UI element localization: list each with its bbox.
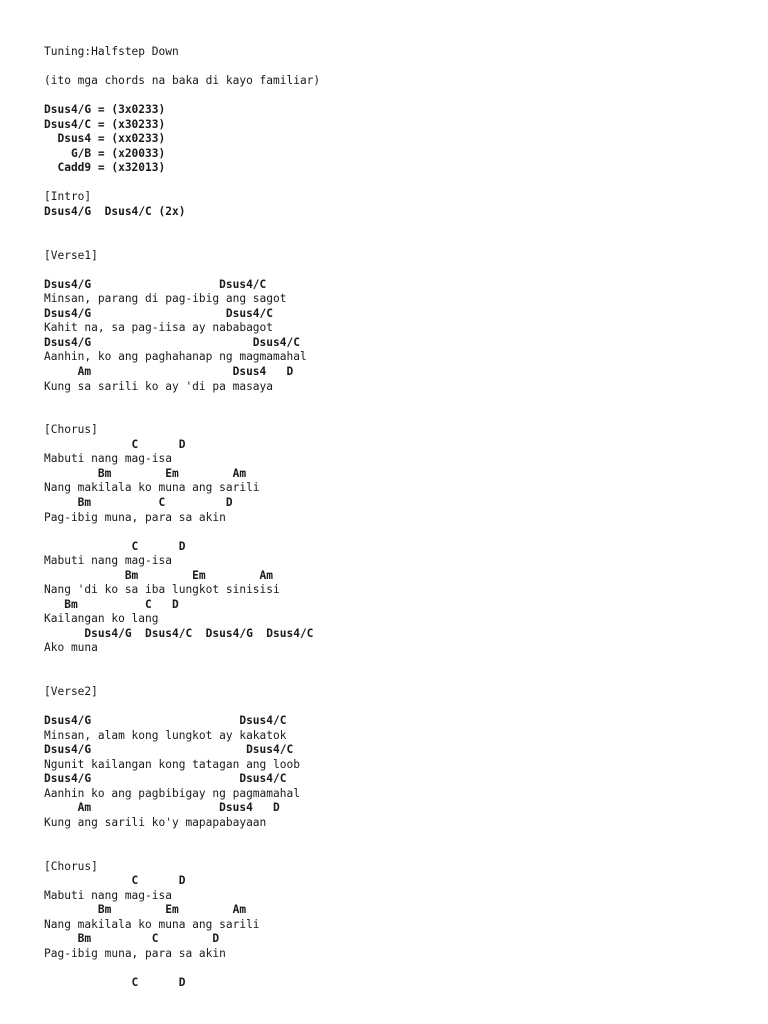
lyric-line: Pag-ibig muna, para sa akin <box>44 946 226 960</box>
blank-line <box>44 89 320 104</box>
blank-line <box>44 656 320 671</box>
section-header: [Verse2] <box>44 685 98 699</box>
chord-line: C D <box>44 437 186 451</box>
blank-line <box>44 525 320 540</box>
blank-line <box>44 394 320 409</box>
blank-line <box>44 845 320 860</box>
section-header: [Verse1] <box>44 248 98 262</box>
lyric-line: Nang 'di ko sa iba lungkot sinisisi <box>44 583 280 597</box>
chord-line: C D <box>44 539 186 553</box>
lyric-line: Ako muna <box>44 641 98 655</box>
chord-line: G/B = (x20033) <box>44 146 166 160</box>
lyric-line: Minsan, parang di pag-ibig ang sagot <box>44 292 287 306</box>
lyric-line: Aanhin ko ang pagbibigay ng pagmamahal <box>44 786 300 800</box>
lyric-line: Kung sa sarili ko ay 'di pa masaya <box>44 379 274 393</box>
lyric-line: Kung ang sarili ko'y mapapabayaan <box>44 815 267 829</box>
chord-line: Dsus4 = (xx0233) <box>44 132 166 146</box>
blank-line <box>44 961 320 976</box>
blank-line <box>44 220 320 235</box>
chord-line: Dsus4/G Dsus4/C <box>44 277 267 291</box>
blank-line <box>44 831 320 846</box>
chord-line: Bm C D <box>44 495 233 509</box>
section-header: [Chorus] <box>44 423 98 437</box>
lyric-line: Nang makilala ko muna ang sarili <box>44 481 260 495</box>
chord-line: Am Dsus4 D <box>44 801 280 815</box>
chord-line: Dsus4/G Dsus4/C <box>44 743 294 757</box>
chord-line: Dsus4/G Dsus4/C Dsus4/G Dsus4/C <box>44 626 314 640</box>
chord-line: Dsus4/G Dsus4/C <box>44 714 287 728</box>
chord-line: Am Dsus4 D <box>44 365 294 379</box>
chord-line: Bm C D <box>44 597 179 611</box>
section-header: [Chorus] <box>44 859 98 873</box>
lyric-line: Kahit na, sa pag-iisa ay nababagot <box>44 321 274 335</box>
chord-line: Cadd9 = (x32013) <box>44 161 166 175</box>
blank-line <box>44 409 320 424</box>
blank-line <box>44 60 320 75</box>
chord-sheet <box>44 45 320 991</box>
lyric-line: Mabuti nang mag-isa <box>44 452 172 466</box>
chord-line: Dsus4/G = (3x0233) <box>44 103 166 117</box>
chord-line: Dsus4/G Dsus4/C <box>44 306 274 320</box>
blank-line <box>44 263 320 278</box>
lyric-line: Pag-ibig muna, para sa akin <box>44 510 226 524</box>
chord-line: Bm C D <box>44 932 220 946</box>
section-header: [Intro] <box>44 190 92 204</box>
chord-line: Dsus4/G Dsus4/C <box>44 772 287 786</box>
blank-line <box>44 671 320 686</box>
chord-line: Dsus4/G Dsus4/C <box>44 335 300 349</box>
chord-line: Bm Em Am <box>44 568 274 582</box>
info-line: (ito mga chords na baka di kayo familiar) <box>44 74 321 88</box>
chord-line: Dsus4/G Dsus4/C (2x) <box>44 205 186 219</box>
blank-line <box>44 176 320 191</box>
lyric-line: Aanhin, ko ang paghahanap ng magmamahal <box>44 350 307 364</box>
lyric-line: Kailangan ko lang <box>44 612 159 626</box>
chord-line: Bm Em Am <box>44 466 247 480</box>
chord-line: Bm Em Am <box>44 903 247 917</box>
lyric-line: Minsan, alam kong lungkot ay kakatok <box>44 728 287 742</box>
info-line: Tuning:Halfstep Down <box>44 45 179 58</box>
chord-line: C D <box>44 874 186 888</box>
chord-line: Dsus4/C = (x30233) <box>44 117 166 131</box>
chord-line: C D <box>44 976 186 989</box>
lyric-line: Mabuti nang mag-isa <box>44 554 172 568</box>
lyric-line: Mabuti nang mag-isa <box>44 888 172 902</box>
lyric-line: Nang makilala ko muna ang sarili <box>44 917 260 931</box>
blank-line <box>44 234 320 249</box>
lyric-line: Ngunit kailangan kong tatagan ang loob <box>44 757 300 771</box>
blank-line <box>44 700 320 715</box>
